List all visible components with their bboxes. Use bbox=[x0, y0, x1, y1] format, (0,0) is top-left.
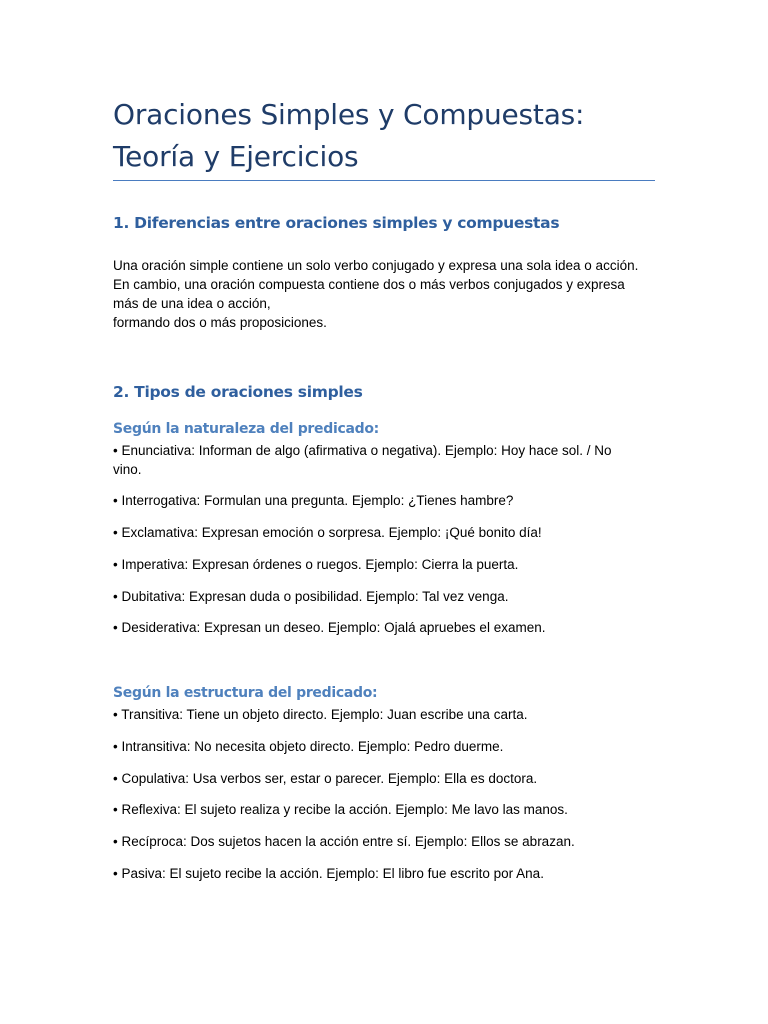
list-item-line: vino. bbox=[113, 461, 142, 477]
list-item-exclamativa: • Exclamativa: Expresan emoción o sorpresa. Ejemplo: ¡Qué bonito día! bbox=[113, 525, 542, 540]
list-item-enunciativa bbox=[113, 442, 673, 479]
title-line-2: Teoría y Ejercicios bbox=[113, 140, 359, 173]
list-item-intransitiva: • Intransitiva: No necesita objeto directo. Ejemplo: Pedro duerme. bbox=[113, 739, 504, 754]
list-item-reciproca: • Recíproca: Dos sujetos hacen la acción entre sí. Ejemplo: Ellos se abrazan. bbox=[113, 834, 575, 849]
list-item-copulativa: • Copulativa: Usa verbos ser, estar o parecer. Ejemplo: Ella es doctora. bbox=[113, 771, 538, 786]
list-item-interrogativa: • Interrogativa: Formulan una pregunta. Ejemplo: ¿Tienes hambre? bbox=[113, 493, 514, 508]
paragraph-line: más de una idea o acción, bbox=[113, 296, 271, 311]
document-title bbox=[113, 94, 673, 178]
section-1-paragraph bbox=[113, 256, 673, 332]
list-item-line: • Enunciativa: Informan de algo (afirmativa o negativa). Ejemplo: Hoy hace sol. / No bbox=[113, 443, 612, 458]
list-item-transitiva: • Transitiva: Tiene un objeto directo. Ejemplo: Juan escribe una carta. bbox=[113, 707, 528, 722]
naturaleza-subheading: Según la naturaleza del predicado: bbox=[113, 421, 379, 437]
estructura-subheading: Según la estructura del predicado: bbox=[113, 685, 378, 701]
title-underline bbox=[113, 180, 655, 181]
list-item-imperativa: • Imperativa: Expresan órdenes o ruegos. Ejemplo: Cierra la puerta. bbox=[113, 557, 519, 572]
paragraph-line: formando dos o más proposiciones. bbox=[113, 315, 327, 330]
section-2-heading: 2. Tipos de oraciones simples bbox=[113, 383, 363, 401]
list-item-dubitativa: • Dubitativa: Expresan duda o posibilidad. Ejemplo: Tal vez venga. bbox=[113, 589, 509, 604]
list-item-reflexiva: • Reflexiva: El sujeto realiza y recibe la acción. Ejemplo: Me lavo las manos. bbox=[113, 802, 568, 817]
section-1-heading: 1. Diferencias entre oraciones simples y compuestas bbox=[113, 214, 560, 232]
paragraph-line: Una oración simple contiene un solo verbo conjugado y expresa una sola idea o acción. bbox=[113, 258, 639, 273]
paragraph-line: En cambio, una oración compuesta contiene dos o más verbos conjugados y expresa bbox=[113, 277, 625, 292]
list-item-desiderativa: • Desiderativa: Expresan un deseo. Ejemplo: Ojalá apruebes el examen. bbox=[113, 620, 546, 635]
title-line-1: Oraciones Simples y Compuestas: bbox=[113, 98, 585, 131]
list-item-pasiva: • Pasiva: El sujeto recibe la acción. Ejemplo: El libro fue escrito por Ana. bbox=[113, 866, 544, 881]
